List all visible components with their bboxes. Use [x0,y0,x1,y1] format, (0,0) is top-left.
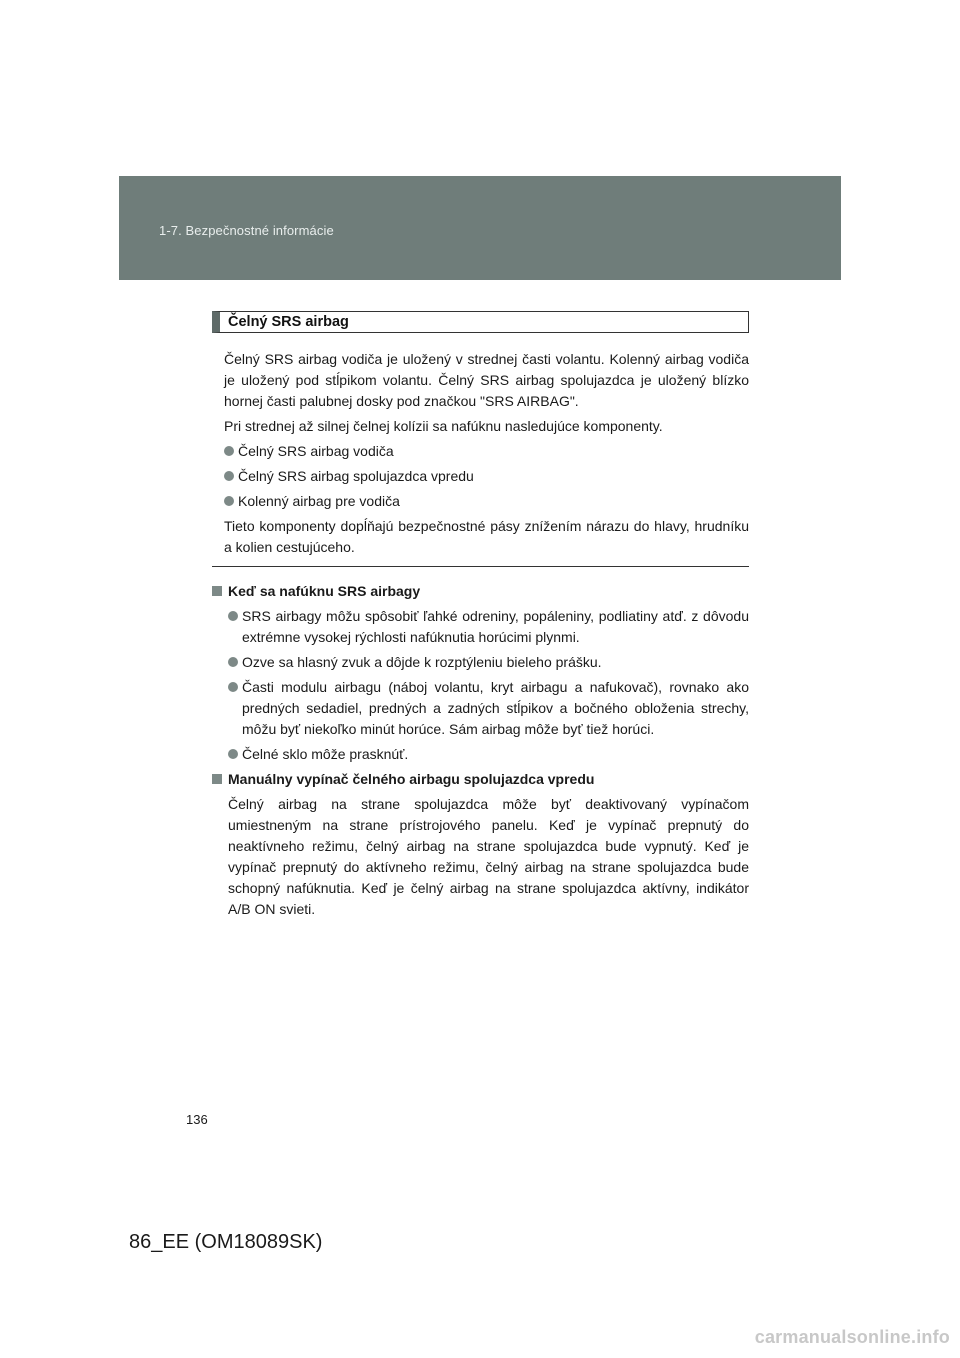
bullet-dot-icon [228,611,238,621]
square-bullet-icon [212,774,222,784]
component-label: Čelný SRS airbag spolujazdca vpredu [238,468,474,484]
closing-paragraph: Tieto komponenty dopĺňajú bezpečnostné pásy znížením nárazu do hlavy, hrudníku a kolien cestujúceho. [224,518,749,555]
intro-paragraph: Pri strednej až silnej čelnej kolízii sa nafúknu nasledujúce komponenty. [224,418,663,434]
inflation-bullet-list [212,606,749,765]
page-number: 136 [186,1112,208,1127]
list-item [228,652,749,673]
list-item [228,606,749,648]
list-item-text: SRS airbagy môžu spôsobiť ľahké odreniny, popáleniny, podliatiny atď. z dôvodu extrémne vysokej rýchlosti nafúknutia horúcimi plynmi. [242,608,749,645]
note-heading-inflation [212,581,749,602]
list-item-text: Čelné sklo môže prasknúť. [242,746,409,762]
component-label: Kolenný airbag pre vodiča [238,493,400,509]
bullet-dot-icon [228,657,238,667]
list-item [228,744,749,765]
bullet-dot-icon [224,471,234,481]
notes-block [212,567,749,920]
section-title: Čelný SRS airbag [212,311,749,333]
main-content [212,311,749,924]
chapter-header-band [119,176,841,280]
bullet-dot-icon [224,446,234,456]
bullet-dot-icon [224,496,234,506]
component-list-item [224,441,749,462]
list-item-text: Časti modulu airbagu (náboj volantu, kryt airbagu a nafukovač), rovnako ako predných sedadiel, predných a zadných stĺpikov a bočného obloženia strechy, môžu byť niekoľko minút horúce. Sám airbag môže byť tiež horúci. [242,679,749,737]
note-heading-text: Manuálny vypínač čelného airbagu spolujazdca vpredu [228,771,595,787]
list-item [228,677,749,740]
square-bullet-icon [212,586,222,596]
section-body [212,333,749,558]
note-heading-manual-switch [212,769,749,790]
note-heading-text: Keď sa nafúknu SRS airbagy [228,583,421,599]
document-code: 86_EE (OM18089SK) [129,1231,323,1253]
bullet-dot-icon [228,749,238,759]
intro-paragraph: Čelný SRS airbag vodiča je uložený v strednej časti volantu. Kolenný airbag vodiča je uložený pod stĺpikom volantu. Čelný SRS airbag spolujazdca je uložený blízko hornej časti palubnej dosky pod značkou "SRS AIRBAG". [224,351,749,409]
bullet-dot-icon [228,682,238,692]
component-list-item [224,466,749,487]
component-label: Čelný SRS airbag vodiča [238,443,394,459]
chapter-title: 1-7. Bezpečnostné informácie [159,223,334,238]
manual-switch-paragraph: Čelný airbag na strane spolujazdca môže byť deaktivovaný vypínačom umiestneným na strane prístrojového panelu. Keď je vypínač prepnutý do neaktívneho režimu, čelný airbag na strane spolujazdca bude vypnutý. Keď je vypínač prepnutý do aktívneho režimu, čelný airbag na strane spolujazdca bude schopný nafúknutia. Keď je čelný airbag na strane spolujazdca aktívny, indikátor A/B ON svieti. [228,796,749,917]
component-list-item [224,491,749,512]
list-item-text: Ozve sa hlasný zvuk a dôjde k rozptýleniu bieleho prášku. [242,654,602,670]
watermark: carmanualsonline.info [754,1327,950,1347]
